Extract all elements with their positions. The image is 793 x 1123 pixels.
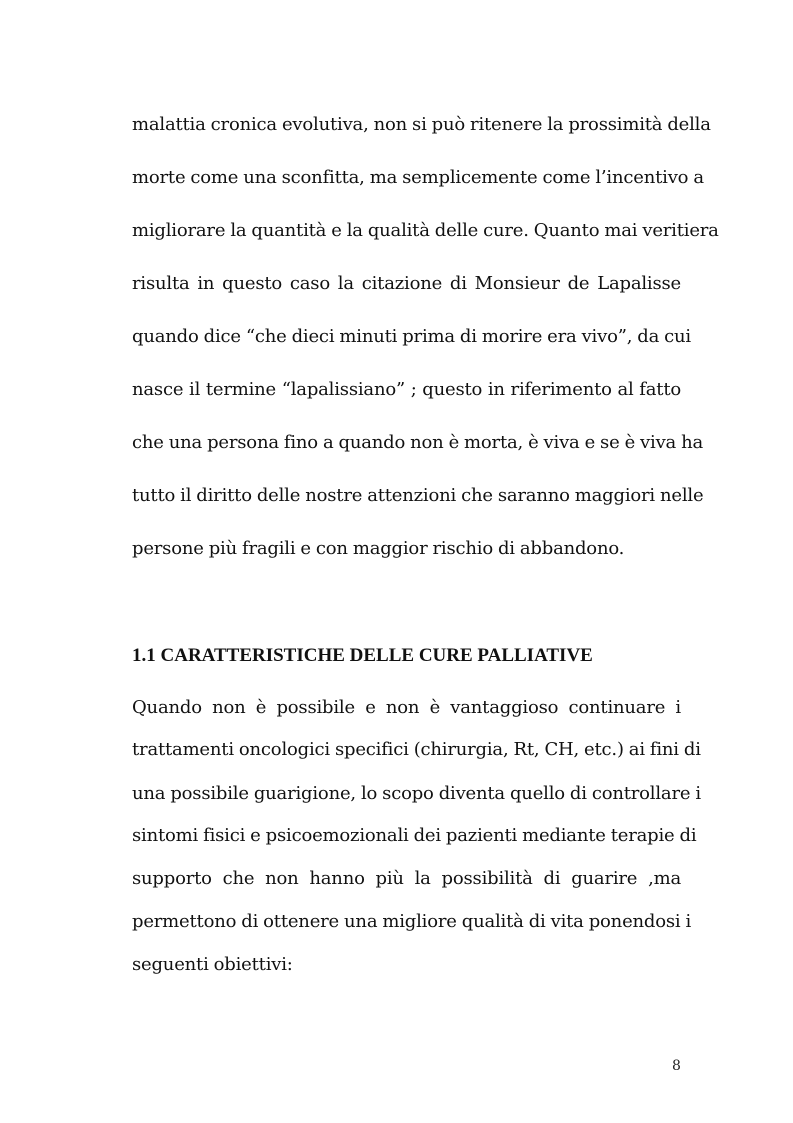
text-line: permettono di ottenere una migliore qualità di vita ponendosi i: [132, 911, 692, 932]
text-line: nasce il termine “lapalissiano” ; questo in riferimento al fatto: [132, 379, 681, 400]
text-line: seguenti obiettivi:: [132, 954, 293, 975]
text-line: supporto che non hanno più la possibilità di guarire ,ma: [132, 868, 681, 889]
section-heading: 1.1 CARATTERISTICHE DELLE CURE PALLIATIVE: [132, 645, 593, 666]
page-number: 8: [672, 1058, 681, 1074]
text-line: sintomi fisici e psicoemozionali dei pazienti mediante terapie di: [132, 825, 697, 846]
text-line: malattia cronica evolutiva, non si può ritenere la prossimità della: [132, 114, 711, 135]
text-line: una possibile guarigione, lo scopo diventa quello di controllare i: [132, 783, 701, 804]
text-line: Quando non è possibile e non è vantaggioso continuare i: [132, 697, 681, 718]
text-line: migliorare la quantità e la qualità delle cure. Quanto mai veritiera: [132, 220, 719, 241]
text-line: risulta in questo caso la citazione di Monsieur de Lapalisse: [132, 273, 681, 294]
text-line: che una persona fino a quando non è morta, è viva e se è viva ha: [132, 432, 704, 453]
text-line: morte come una sconfitta, ma semplicemente come l’incentivo a: [132, 167, 704, 188]
text-line: persone più fragili e con maggior rischio di abbandono.: [132, 538, 625, 559]
text-line: trattamenti oncologici specifici (chirurgia, Rt, CH, etc.) ai fini di: [132, 739, 701, 760]
text-line: quando dice “che dieci minuti prima di morire era vivo”, da cui: [132, 326, 691, 347]
text-line: tutto il diritto delle nostre attenzioni che saranno maggiori nelle: [132, 485, 704, 506]
